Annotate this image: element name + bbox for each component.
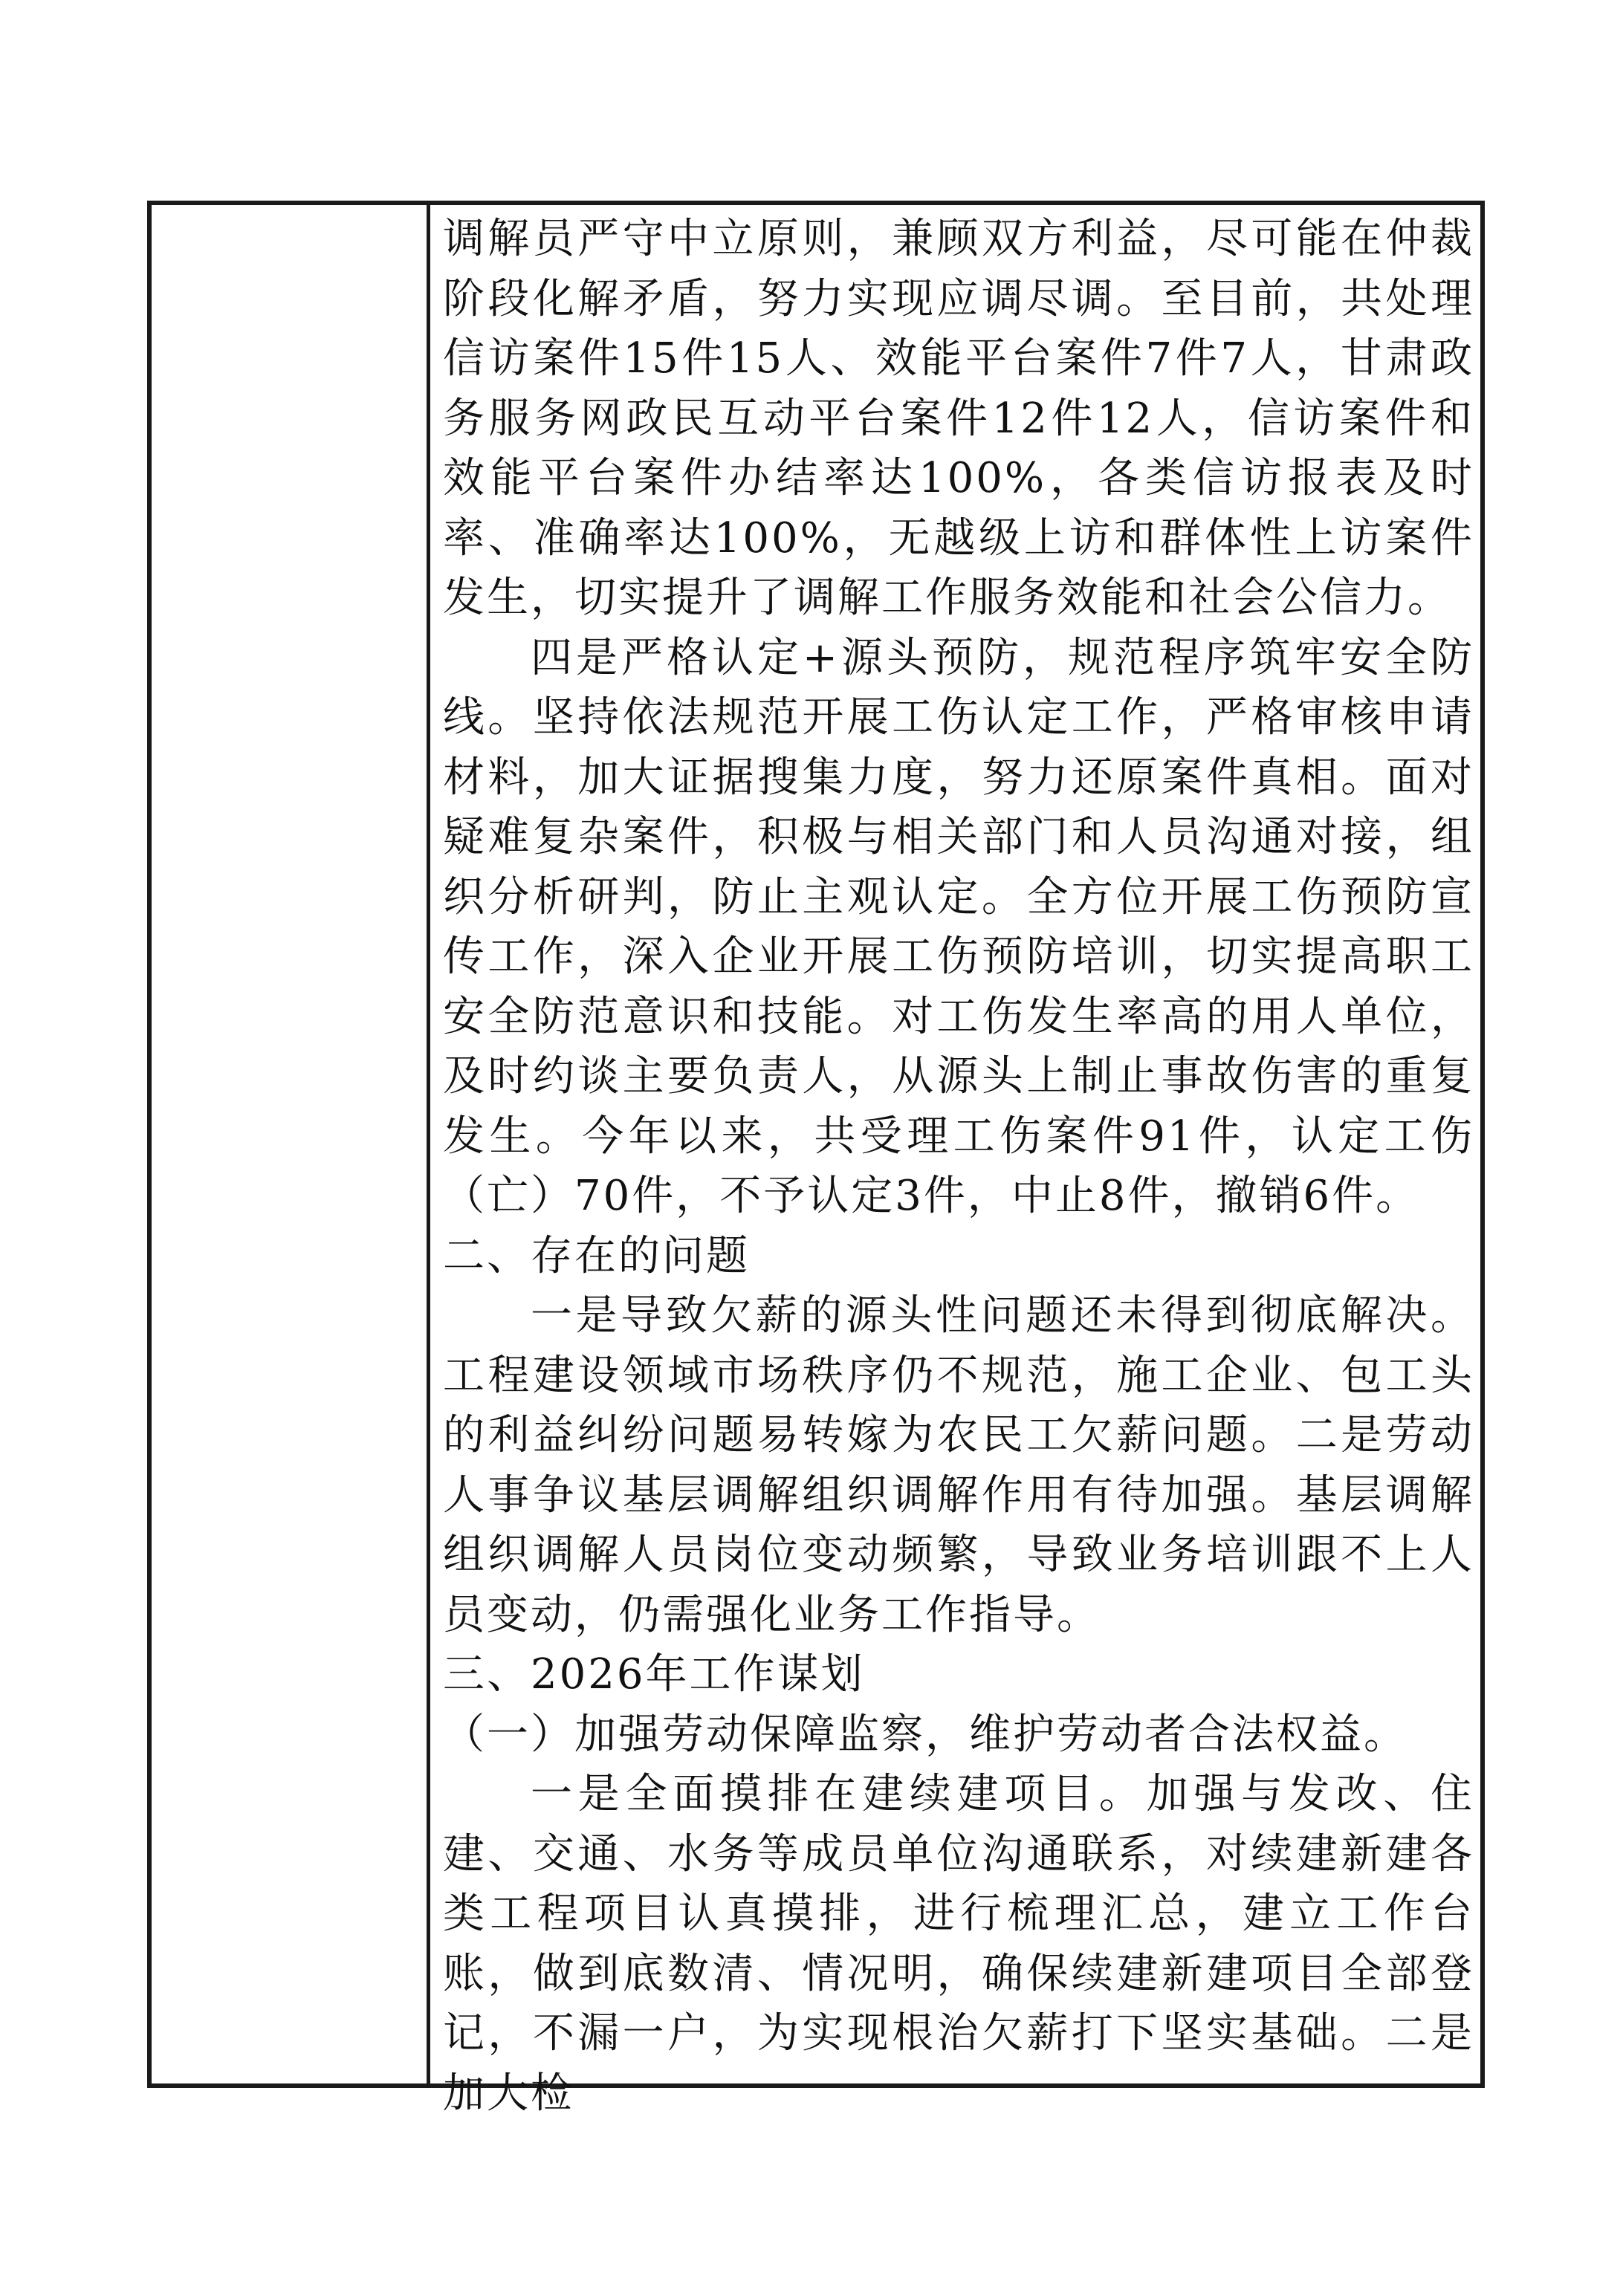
paragraph-mediation-summary: 调解员严守中立原则，兼顾双方利益，尽可能在仲裁阶段化解矛盾，努力实现应调尽调。至目前，共处理信访案件15件15人、效能平台案件7件7人，甘肃政务服务网政民互动平台案件12件12人，信访案件和效能平台案件办结率达100%，各类信访报表及时率、准确率达100%，无越级上访和群体性上访案件发生，切实提升了调解工作服务效能和社会公信力。	[443, 215, 1474, 622]
report-body	[443, 210, 1474, 2124]
paragraph-project-survey: 一是全面摸排在建续建项目。加强与发改、住建、交通、水务等成员单位沟通联系，对续建新建各类工程项目认真摸排，进行梳理汇总，建立工作台账，做到底数清、情况明，确保续建新建项目全部登记，不漏一户，为实现根治欠薪打下坚实基础。二是加大检	[443, 1770, 1474, 2118]
subsection-heading-labor-supervision: （一）加强劳动保障监察，维护劳动者合法权益。	[443, 1710, 1407, 1759]
left-empty-cell	[152, 205, 427, 2083]
paragraph-problems: 一是导致欠薪的源头性问题还未得到彻底解决。工程建设领域市场秩序仍不规范，施工企业、包工头的利益纠纷问题易转嫁为农民工欠薪问题。二是劳动人事争议基层调解组织调解作用有待加强。基层调解组织调解人员岗位变动频繁，导致业务培训跟不上人员变动，仍需强化业务工作指导。	[443, 1291, 1474, 1639]
column-divider	[427, 201, 430, 2088]
section-heading-plan: 三、2026年工作谋划	[443, 1650, 865, 1699]
paragraph-work-injury: 四是严格认定+源头预防，规范程序筑牢安全防线。坚持依法规范开展工伤认定工作，严格审核申请材料，加大证据搜集力度，努力还原案件真相。面对疑难复杂案件，积极与相关部门和人员沟通对接，组织分析研判，防止主观认定。全方位开展工伤预防宣传工作，深入企业开展工伤预防培训，切实提高职工安全防范意识和技能。对工伤发生率高的用人单位，及时约谈主要负责人，从源头上制止事故伤害的重复发生。今年以来，共受理工伤案件91件，认定工伤（亡）70件，不予认定3件，中止8件，撤销6件。	[443, 633, 1474, 1220]
section-heading-problems: 二、存在的问题	[443, 1231, 750, 1280]
